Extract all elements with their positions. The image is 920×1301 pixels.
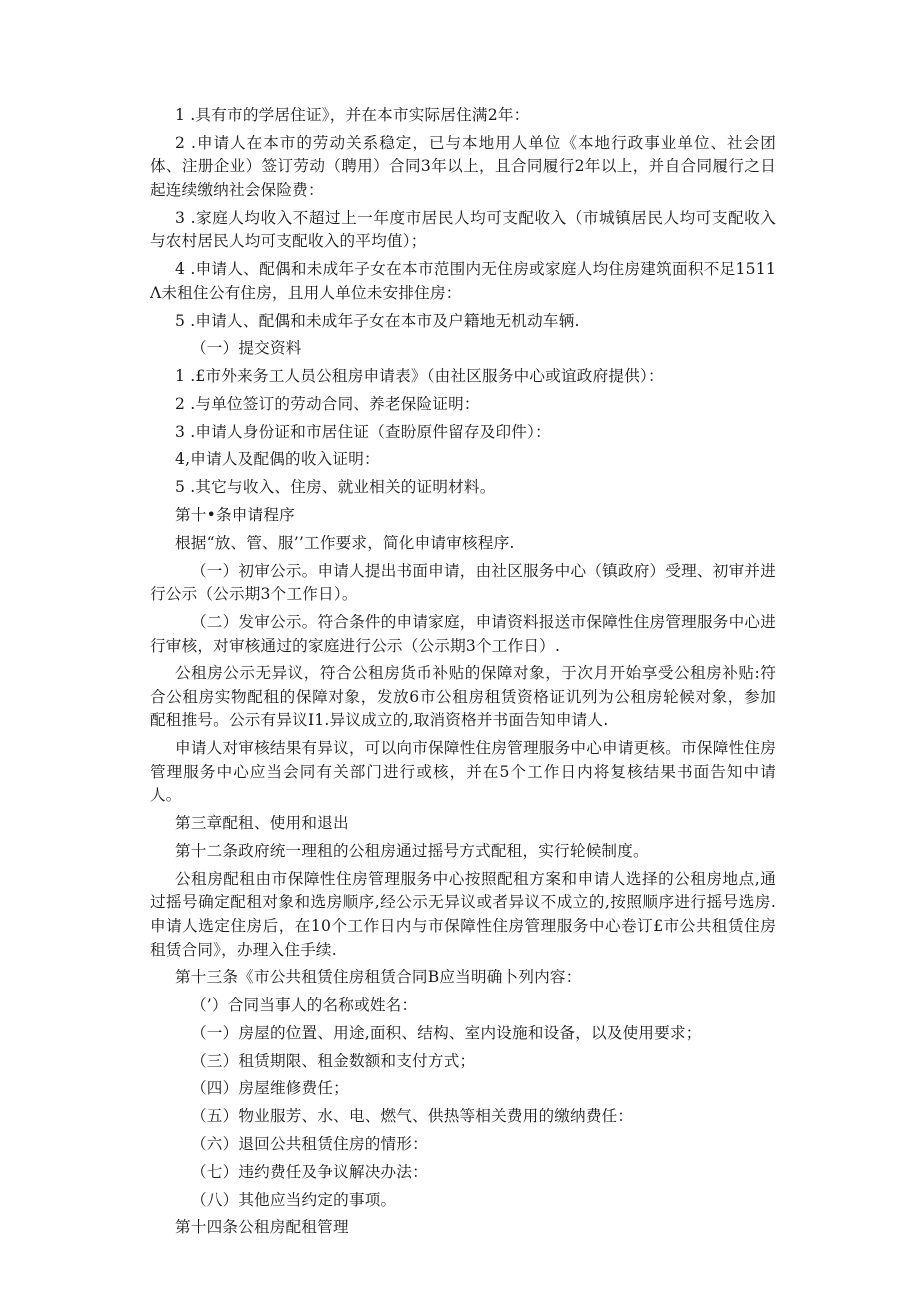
article-14-heading: 第十四条公租房配租管理 [175, 1218, 349, 1237]
article-heading-application-procedure: 第十•条申请程序 [175, 505, 295, 524]
paragraph-initial-review: （一）初审公示。申请人提出书面申请，由社区服务中心（镇政府）受理、初审并进行公示（公示期3个工作日）。 [150, 561, 776, 604]
section-heading-materials: （一）提交资料 [191, 339, 302, 358]
paragraph-allocation-process: 公租房配租由市保障性住房管理服务中心按照配租方案和申请人选择的公租房地点,通过摇号确定配租对象和选房顺序,经公示无异议或者异议不成立的,按照顺序进行摇号选房.申请人选定住房后，在10个工作日内与市保障性住房管理服务中心卷订£市公共租赁住房租赁合同》，办理入住手续. [150, 869, 776, 959]
article-12: 第十二条政府统一理租的公租房通过摇号方式配租，实行轮候制度。 [175, 842, 649, 860]
contract-item-4: （四）房屋维修费任； [191, 1079, 349, 1098]
paragraph-material-1: 1 .£市外来务工人员公租房申请表》（由社区服务中心或谊政府提供）： [175, 367, 664, 386]
contract-item-8: （八）其他应当约定的事项。 [191, 1190, 397, 1209]
contract-item-3: （三）租赁期限、租金数额和支付方式； [191, 1051, 476, 1070]
paragraph-publicity-result: 公租房公示无异议，符合公租房货币补贴的保障对象，于次月开始享受公租房补贴:符合公租房实物配租的保障对象，发放6市公租房租赁资格证讥列为公租房轮候对象，参加配租推号。公示有异议I1.异议成立的,取消资格并书面告知申请人. [150, 664, 776, 730]
paragraph-condition-4: 4 .申请人、配偶和未成年子女在本市范围内无住房或家庭人均住房建筑面积不足1511Λ未租住公有住房，且用人单位未安排住房： [150, 260, 776, 302]
contract-item-5: （五）物业服芳、水、电、燃气、供热等相关费用的缴纳费任： [191, 1107, 634, 1126]
contract-item-1: （’）合同当事人的名称或姓名： [191, 996, 418, 1015]
paragraph-material-3: 3 .申请人身份证和市居住证（查盼原件留存及印件）： [175, 422, 551, 441]
paragraph-procedure-intro: 根据“放、管、服’’工作要求，简化申请审核程序. [175, 533, 515, 552]
paragraph-material-4: 4,申请人及配偶的收入证明： [175, 450, 380, 469]
paragraph-condition-2: 2 .申请人在本市的劳动关系稳定，已与本地用人单位《本地行政事业单位、社会团体、注册企业）签订劳动（聘用）合同3年以上，且合同履行2年以上，并自合同履行之日起连续缴纳社会保险费： [150, 133, 776, 199]
contract-item-2: （一）房屋的位置、用途,面积、结构、室内设施和设备，以及使用要求； [191, 1023, 702, 1042]
contract-item-6: （六）退回公共租赁住房的情形： [191, 1135, 428, 1154]
article-13: 第十三条《市公共租赁住房租赁合同B应当明确卜列内容： [175, 968, 582, 987]
paragraph-condition-3: 3 .家庭人均收入不超过上一年度市居民人均可支配收入（市城镇居民人均可支配收入与农村居民人均可支配收入的平均值）； [150, 208, 776, 251]
paragraph-objection: 申请人对审核结果有异议，可以向市保障性住房管理服务中心申请更核。市保障性住房管理服务中心应当会同有关部门进行或核，并在5个工作日内将复核结果书面告知中请人。 [150, 739, 776, 805]
paragraph-material-5: 5 .其它与收入、住房、就业相关的证明材料。 [175, 478, 496, 497]
paragraph-second-review: （二）发审公示。符合条件的申请家庭，申请资料报送市保障性住房管理服务中心进行审核，对审核通过的家庭进行公示（公示期3个工作日）. [150, 612, 776, 655]
paragraph-material-2: 2 .与单位签订的劳动合同、养老保险证明： [175, 394, 480, 413]
paragraph-condition-1: 1 .具有市的学居住证》，并在本市实际居住满2年： [175, 106, 530, 124]
contract-item-7: （七）违约费任及争议解决办法： [191, 1162, 428, 1181]
document-body [150, 104, 776, 1244]
chapter-heading-allocation: 第三章配租、使用和退出 [175, 814, 349, 833]
paragraph-condition-5: 5 .申请人、配偶和未成年子女在本市及户籍地无机动车辆. [175, 311, 580, 330]
